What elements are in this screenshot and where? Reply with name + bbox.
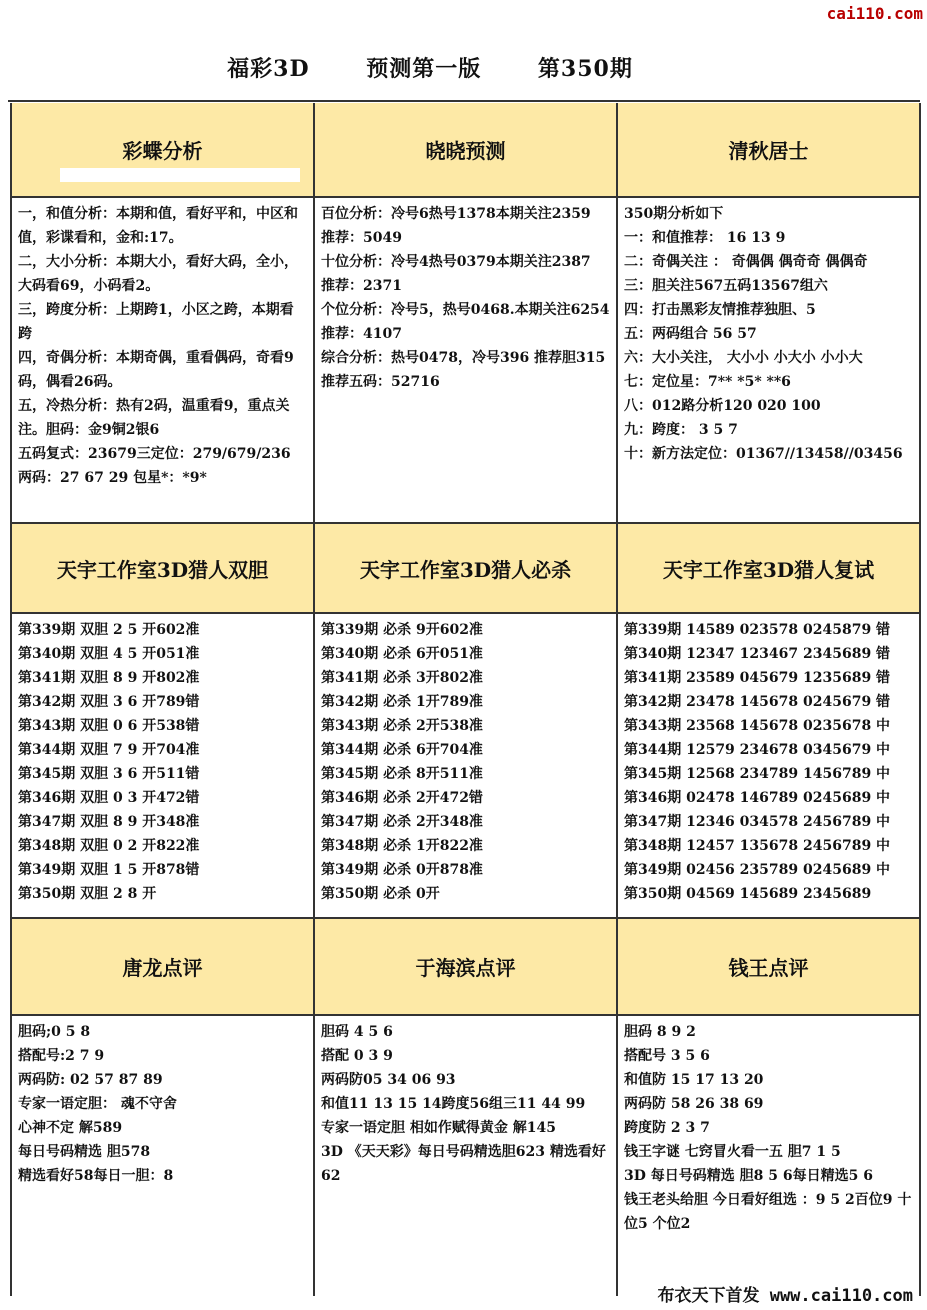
text-line: 第347期 必杀 2开348准	[321, 814, 483, 830]
issue-number: 第350期	[537, 56, 633, 82]
text-line: 四，奇偶分析：本期奇偶，重看偶码，奇看9码，偶看26码。	[18, 350, 294, 390]
text-line: 第345期 12568 234789 1456789 中	[624, 766, 891, 782]
text-line: 精选看好58每日一胆：8	[18, 1168, 174, 1184]
text-line: 胆码 4 5 6	[321, 1024, 393, 1040]
text-line: 心神不定 解589	[18, 1120, 123, 1136]
site-watermark: cai110.com	[826, 4, 923, 23]
text-line: 第341期 双胆 8 9 开802准	[18, 670, 200, 686]
text-line: 搭配号:2 7 9	[18, 1048, 105, 1064]
text-line: 推荐：4107	[321, 326, 402, 342]
header-qianwang: 钱王点评	[618, 919, 919, 1016]
title-divider	[8, 100, 920, 102]
page-title	[0, 52, 860, 83]
xiaoxiao-prediction	[315, 198, 618, 524]
text-line: 第342期 双胆 3 6 开789错	[18, 694, 200, 710]
row-3-headers	[12, 919, 919, 1016]
text-line: 第350期 必杀 0开	[321, 886, 440, 902]
tanglong-comment	[12, 1016, 315, 1296]
text-line: 一，和值分析：本期和值，看好平和，中区和值，彩谍看和，金和:17。	[18, 206, 298, 246]
text-line: 推荐：5049	[321, 230, 402, 246]
text-line: 第340期 双胆 4 5 开051准	[18, 646, 200, 662]
row-1-headers	[12, 103, 919, 198]
text-line: 和值11 13 15 14跨度56组三11 44 99	[321, 1096, 586, 1112]
text-line: 一：和值推荐： 16 13 9	[624, 230, 786, 246]
text-line: 第339期 必杀 9开602准	[321, 622, 483, 638]
text-line: 六：大小关注， 大小小 小大小 小小大	[624, 350, 863, 366]
version-label: 预测第一版	[366, 56, 482, 82]
row-2-body	[12, 614, 919, 919]
text-line: 两码防 58 26 38 69	[624, 1096, 764, 1112]
double-dan-history	[12, 614, 315, 919]
header-bisha: 天宇工作室3D猎人必杀	[315, 524, 618, 614]
text-line: 两码防: 02 57 87 89	[18, 1072, 163, 1088]
text-line: 五码复式：23679三定位：279/679/236 两码：27 67 29 包星*：*9*	[18, 446, 291, 486]
text-line: 3D 《天天彩》每日号码精选胆623 精选看好62	[321, 1144, 606, 1184]
text-line: 第344期 双胆 7 9 开704准	[18, 742, 200, 758]
text-line: 第343期 双胆 0 6 开538错	[18, 718, 200, 734]
text-line: 四：打击黑彩友情推荐独胆、5	[624, 302, 816, 318]
fushi-history	[618, 614, 919, 919]
text-line: 第349期 02456 235789 0245689 中	[624, 862, 891, 878]
text-line: 两码防05 34 06 93	[321, 1072, 456, 1088]
header-qingqiu: 清秋居士	[618, 103, 919, 198]
header-caidie: 彩蝶分析	[12, 103, 315, 198]
bisha-history	[315, 614, 618, 919]
text-line: 个位分析：冷号5，热号0468.本期关注6254	[321, 302, 610, 318]
text-line: 百位分析：冷号6热号1378本期关注2359	[321, 206, 591, 222]
text-line: 三，跨度分析：上期跨1，小区之跨，本期看跨	[18, 302, 294, 342]
text-line: 五：两码组合 56 57	[624, 326, 757, 342]
text-line: 十：新方法定位：01367//13458//03456	[624, 446, 903, 462]
text-line: 第350期 双胆 2 8 开	[18, 886, 157, 902]
text-line: 钱王字谜 七窍冒火看一五 胆7 1 5	[624, 1144, 841, 1160]
text-line: 三：胆关注567五码13567组六	[624, 278, 828, 294]
text-line: 专家一语定胆： 魂不守舍	[18, 1096, 177, 1112]
text-line: 第346期 02478 146789 0245689 中	[624, 790, 891, 806]
yuhaibin-comment	[315, 1016, 618, 1296]
text-line: 推荐：2371	[321, 278, 402, 294]
text-line: 二：奇偶关注 ： 奇偶偶 偶奇奇 偶偶奇	[624, 254, 868, 270]
text-line: 钱王老头给胆 今日看好组选 ：9 5 2百位9 十位5 个位2	[624, 1192, 912, 1232]
text-line: 第347期 双胆 8 9 开348准	[18, 814, 200, 830]
text-line: 第345期 双胆 3 6 开511错	[18, 766, 200, 782]
header-double-dan: 天宇工作室3D猎人双胆	[12, 524, 315, 614]
text-line: 跨度防 2 3 7	[624, 1120, 710, 1136]
text-line: 胆码;0 5 8	[18, 1024, 91, 1040]
text-line: 搭配 0 3 9	[321, 1048, 393, 1064]
row-2-headers	[12, 524, 919, 614]
text-line: 十位分析：冷号4热号0379本期关注2387	[321, 254, 591, 270]
text-line: 每日号码精选 胆578	[18, 1144, 151, 1160]
text-line: 第345期 必杀 8开511准	[321, 766, 483, 782]
text-line: 第340期 必杀 6开051准	[321, 646, 483, 662]
text-line: 第342期 23478 145678 0245679 错	[624, 694, 891, 710]
game-name: 福彩3D	[227, 56, 310, 82]
text-line: 九：跨度： 3 5 7	[624, 422, 738, 438]
text-line: 第346期 必杀 2开472错	[321, 790, 483, 806]
text-line: 第340期 12347 123467 2345689 错	[624, 646, 891, 662]
text-line: 第343期 必杀 2开538准	[321, 718, 483, 734]
redaction-bar	[60, 168, 300, 182]
text-line: 胆码 8 9 2	[624, 1024, 696, 1040]
header-yuhaibin: 于海滨点评	[315, 919, 618, 1016]
text-line: 3D 每日号码精选 胆8 5 6每日精选5 6	[624, 1168, 873, 1184]
text-line: 第348期 12457 135678 2456789 中	[624, 838, 891, 854]
text-line: 二，大小分析：本期大小，看好大码，全小，大码看69，小码看2。	[18, 254, 298, 294]
text-line: 第341期 必杀 3开802准	[321, 670, 483, 686]
text-line: 七：定位星：7** *5* **6	[624, 374, 791, 390]
prediction-table	[10, 103, 921, 1296]
text-line: 第350期 04569 145689 2345689	[624, 886, 872, 902]
text-line: 第348期 双胆 0 2 开822准	[18, 838, 200, 854]
text-line: 八：012路分析120 020 100	[624, 398, 821, 414]
text-line: 第342期 必杀 1开789准	[321, 694, 483, 710]
text-line: 第341期 23589 045679 1235689 错	[624, 670, 891, 686]
qingqiu-analysis	[618, 198, 919, 524]
text-line: 第343期 23568 145678 0235678 中	[624, 718, 891, 734]
text-line: 第349期 必杀 0开878准	[321, 862, 483, 878]
qianwang-comment	[618, 1016, 919, 1296]
header-tanglong: 唐龙点评	[12, 919, 315, 1016]
footer-watermark: 布衣天下首发 www.cai110.com	[651, 1279, 919, 1308]
text-line: 五，冷热分析：热有2码，温重看9，重点关注。胆码：金9铜2银6	[18, 398, 290, 438]
caidie-analysis	[12, 198, 315, 524]
text-line: 第344期 12579 234678 0345679 中	[624, 742, 891, 758]
text-line: 专家一语定胆 相如作赋得黄金 解145	[321, 1120, 556, 1136]
row-3-body	[12, 1016, 919, 1296]
text-line: 推荐五码：52716	[321, 374, 440, 390]
text-line: 第348期 必杀 1开822准	[321, 838, 483, 854]
row-1-body	[12, 198, 919, 524]
text-line: 搭配号 3 5 6	[624, 1048, 710, 1064]
text-line: 350期分析如下	[624, 206, 724, 222]
text-line: 和值防 15 17 13 20	[624, 1072, 764, 1088]
header-xiaoxiao: 晓晓预测	[315, 103, 618, 198]
text-line: 综合分析：热号0478，冷号396 推荐胆315	[321, 350, 606, 366]
text-line: 第349期 双胆 1 5 开878错	[18, 862, 200, 878]
header-fushi: 天宇工作室3D猎人复试	[618, 524, 919, 614]
text-line: 第344期 必杀 6开704准	[321, 742, 483, 758]
text-line: 第346期 双胆 0 3 开472错	[18, 790, 200, 806]
text-line: 第347期 12346 034578 2456789 中	[624, 814, 891, 830]
text-line: 第339期 14589 023578 0245879 错	[624, 622, 891, 638]
text-line: 第339期 双胆 2 5 开602准	[18, 622, 200, 638]
